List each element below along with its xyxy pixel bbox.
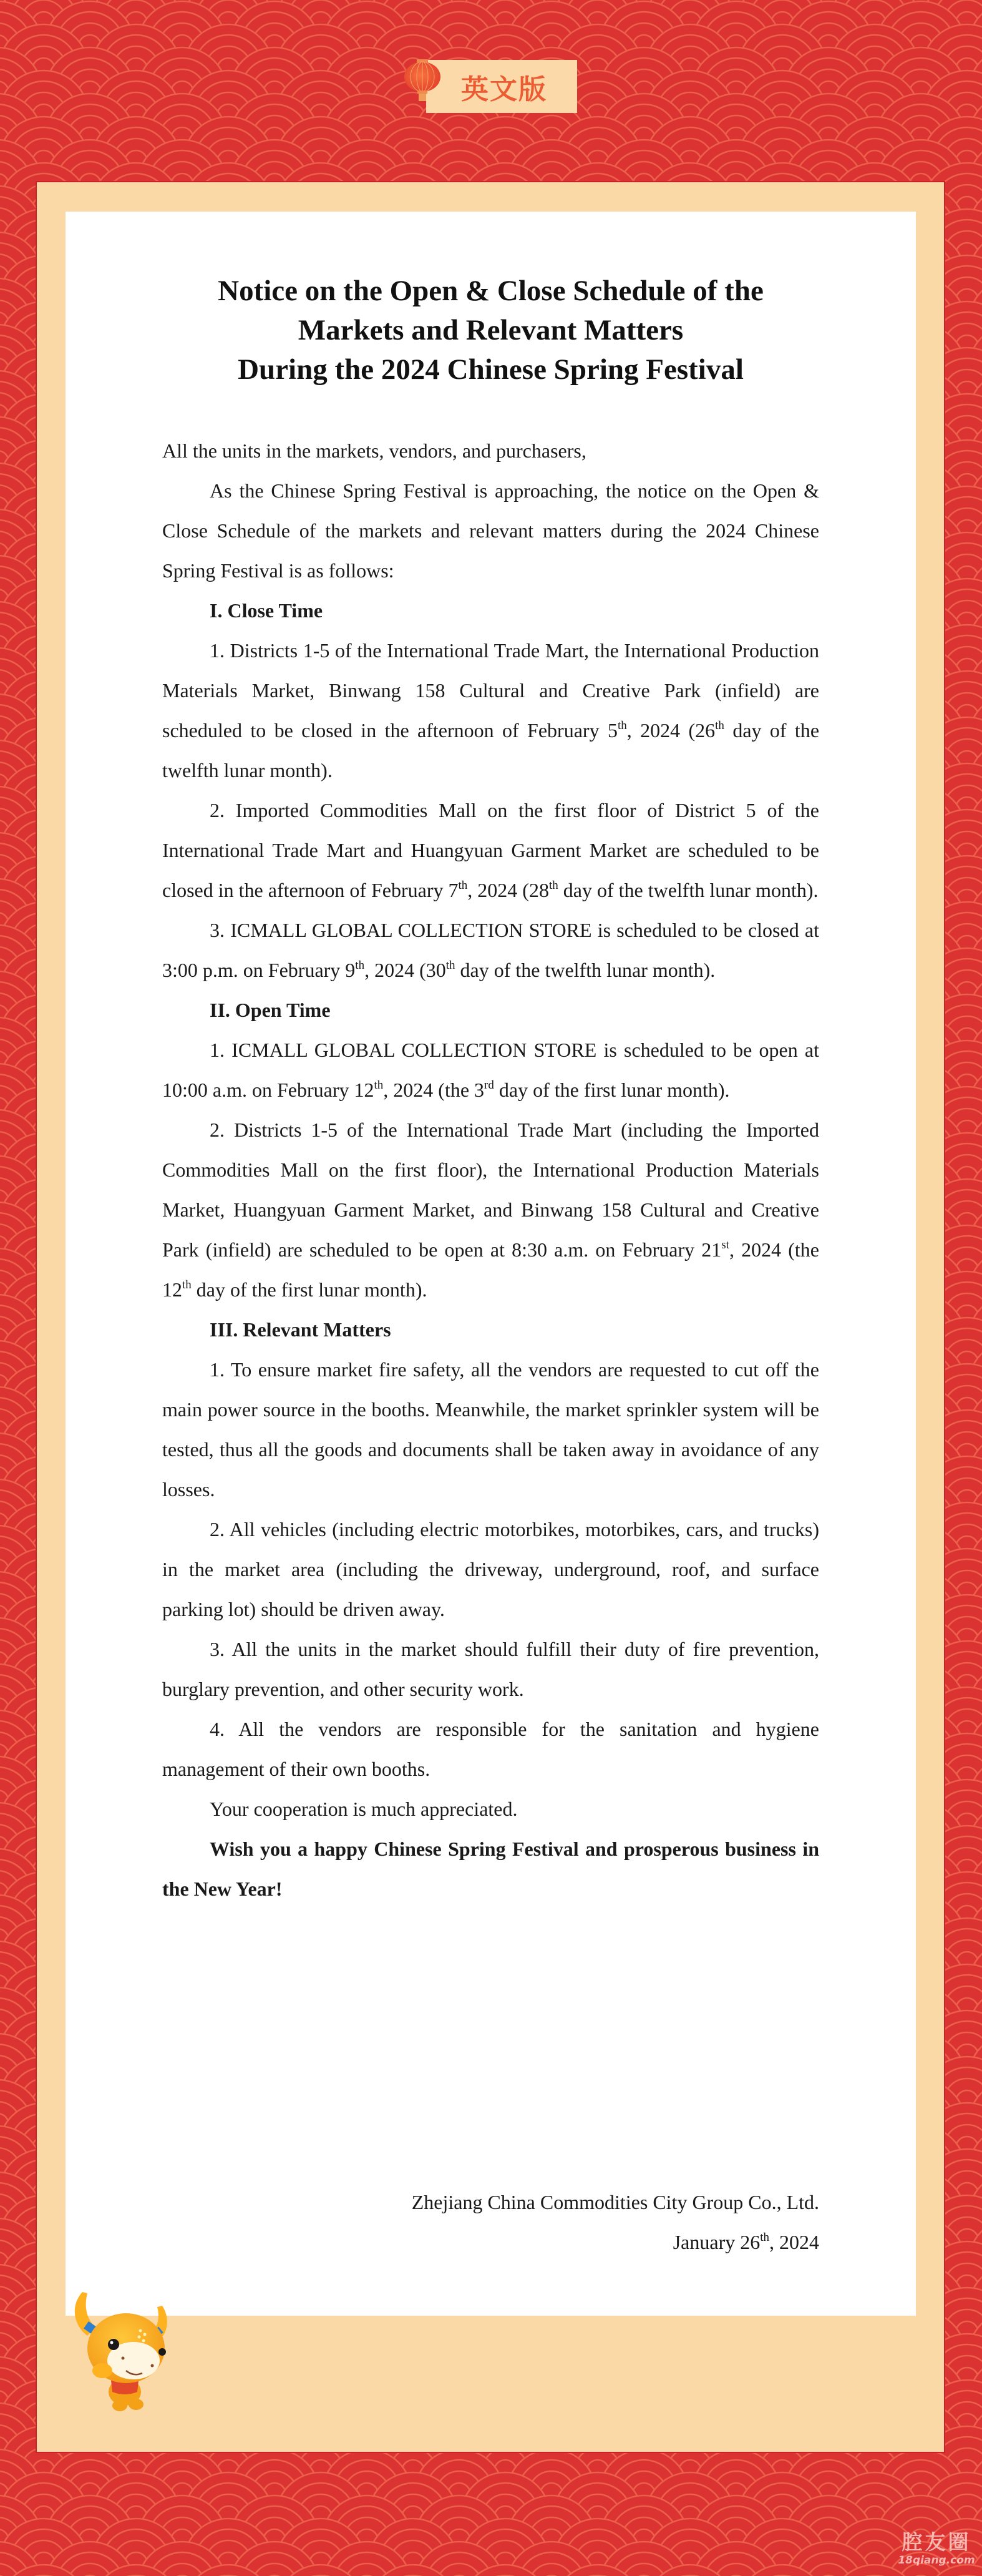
paragraph-text: , 2024 (26 <box>626 719 716 742</box>
ordinal-suffix: th <box>458 879 468 892</box>
paragraph-text: 3. ICMALL GLOBAL COLLECTION STORE is scheduled to be closed at 3:00 p.m. on February 9 <box>162 919 819 981</box>
notice-paragraph <box>162 910 819 990</box>
paragraph-text: Your cooperation is much appreciated. <box>210 1798 518 1820</box>
paragraph-text: All the units in the markets, vendors, and purchasers, <box>162 439 586 462</box>
paragraph-text: , 2024 (the 3 <box>383 1079 485 1101</box>
paragraph-text: 2. Imported Commodities Mall on the first floor of District 5 of the International Trade Mart and Huangyuan Garment Market are scheduled to be closed in the afternoon of February 7 <box>162 799 819 901</box>
ordinal-suffix: th <box>715 719 724 732</box>
paragraph-text: As the Chinese Spring Festival is approaching, the notice on the Open & Close Schedule of the markets and relevant matters during the 2024 Chinese Spring Festival is as follows: <box>162 479 819 582</box>
badge-label: 英文版 <box>461 73 547 105</box>
ordinal-suffix: th <box>548 879 558 892</box>
paragraph-text: day of the twelfth lunar month). <box>558 879 819 901</box>
lantern-icon <box>403 58 442 102</box>
paragraph-text: Wish you a happy Chinese Spring Festival and prosperous business in the New Year! <box>162 1838 819 1900</box>
paragraph-text: 2. Districts 1-5 of the International Trade Mart (including the Imported Commodities Mall on the first floor), the International Production Materials Market, Huangyuan Garment Market, and Binwang 158 Cultural and Creative Park (infield) are scheduled to be open at 8:30 a.m. on February 21 <box>162 1119 819 1261</box>
ordinal-suffix: rd <box>484 1079 494 1092</box>
section-heading <box>162 990 819 1030</box>
notice-paragraph <box>162 431 819 471</box>
notice-paragraph <box>162 471 819 590</box>
notice-paragraph <box>162 1349 819 1509</box>
paragraph-text: day of the twelfth lunar month). <box>162 719 820 781</box>
paragraph-text: , 2024 (the 12 <box>162 1238 820 1301</box>
paragraph-text: day of the first lunar month). <box>191 1278 427 1301</box>
notice-paper <box>66 212 916 2316</box>
watermark-logo-text: 腔友圈 <box>902 2530 971 2554</box>
bull-mascot-icon <box>69 2287 173 2412</box>
section-heading <box>162 1829 819 1909</box>
section-heading <box>162 1310 819 1349</box>
date-suffix: , 2024 <box>769 2231 819 2253</box>
paragraph-text: II. Open Time <box>210 999 331 1021</box>
signature-block <box>412 2182 819 2262</box>
paragraph-text: 1. To ensure market fire safety, all the vendors are requested to cut off the main power source in the booths. Meanwhile, the market sprinkler system will be tested, thus all the goods and documents shall be taken away in avoidance of any losses. <box>162 1358 819 1501</box>
section-heading <box>162 590 819 630</box>
english-version-badge <box>426 60 577 113</box>
paragraph-text: 1. ICMALL GLOBAL COLLECTION STORE is scheduled to be open at 10:00 a.m. on February 12 <box>162 1039 819 1101</box>
paragraph-text: , 2024 (28 <box>467 879 549 901</box>
paragraph-text: I. Close Time <box>210 599 323 622</box>
date-ordinal: th <box>760 2231 769 2244</box>
title-line: During the 2024 Chinese Spring Festival <box>238 353 744 386</box>
paragraph-text: day of the twelfth lunar month). <box>455 959 716 981</box>
notice-paragraph <box>162 1789 819 1829</box>
paragraph-text: 2. All vehicles (including electric motorbikes, motorbikes, cars, and trucks) in the market area (including the driveway, underground, roof, and surface parking lot) should be driven away. <box>162 1518 819 1620</box>
signature-date <box>412 2222 819 2262</box>
notice-paragraph <box>162 1709 819 1789</box>
notice-title <box>66 272 916 389</box>
watermark-site: 18qiang.com <box>898 2554 975 2567</box>
signature-company: Zhejiang China Commodities City Group Co., Ltd. <box>411 2191 819 2213</box>
title-line: Notice on the Open & Close Schedule of the <box>218 275 764 307</box>
ordinal-suffix: st <box>721 1238 729 1251</box>
ordinal-suffix: th <box>355 959 365 972</box>
ordinal-suffix: th <box>617 719 627 732</box>
notice-paragraph <box>162 630 819 790</box>
paragraph-text: day of the first lunar month). <box>493 1079 730 1101</box>
notice-paragraph <box>162 1509 819 1629</box>
ordinal-suffix: th <box>374 1079 384 1092</box>
notice-paragraph <box>162 1629 819 1709</box>
ordinal-suffix: th <box>445 959 455 972</box>
paragraph-text: 3. All the units in the market should fulfill their duty of fire prevention, burglary prevention, and other security work. <box>162 1638 819 1700</box>
paragraph-text: , 2024 (30 <box>364 959 446 981</box>
notice-paragraph <box>162 790 819 910</box>
watermark <box>896 2530 977 2567</box>
paragraph-text: 4. All the vendors are responsible for the sanitation and hygiene management of their own booths. <box>162 1718 819 1780</box>
date-prefix: January 26 <box>673 2231 761 2253</box>
paragraph-text: III. Relevant Matters <box>210 1318 391 1341</box>
title-line: Markets and Relevant Matters <box>298 314 684 346</box>
notice-body <box>162 431 819 1909</box>
notice-paragraph <box>162 1110 819 1310</box>
ordinal-suffix: th <box>182 1278 192 1291</box>
notice-paragraph <box>162 1030 819 1110</box>
paragraph-text: 1. Districts 1-5 of the International Trade Mart, the International Production Materials Market, Binwang 158 Cultural and Creative Park (infield) are scheduled to be closed in the afternoon of February 5 <box>162 639 819 742</box>
